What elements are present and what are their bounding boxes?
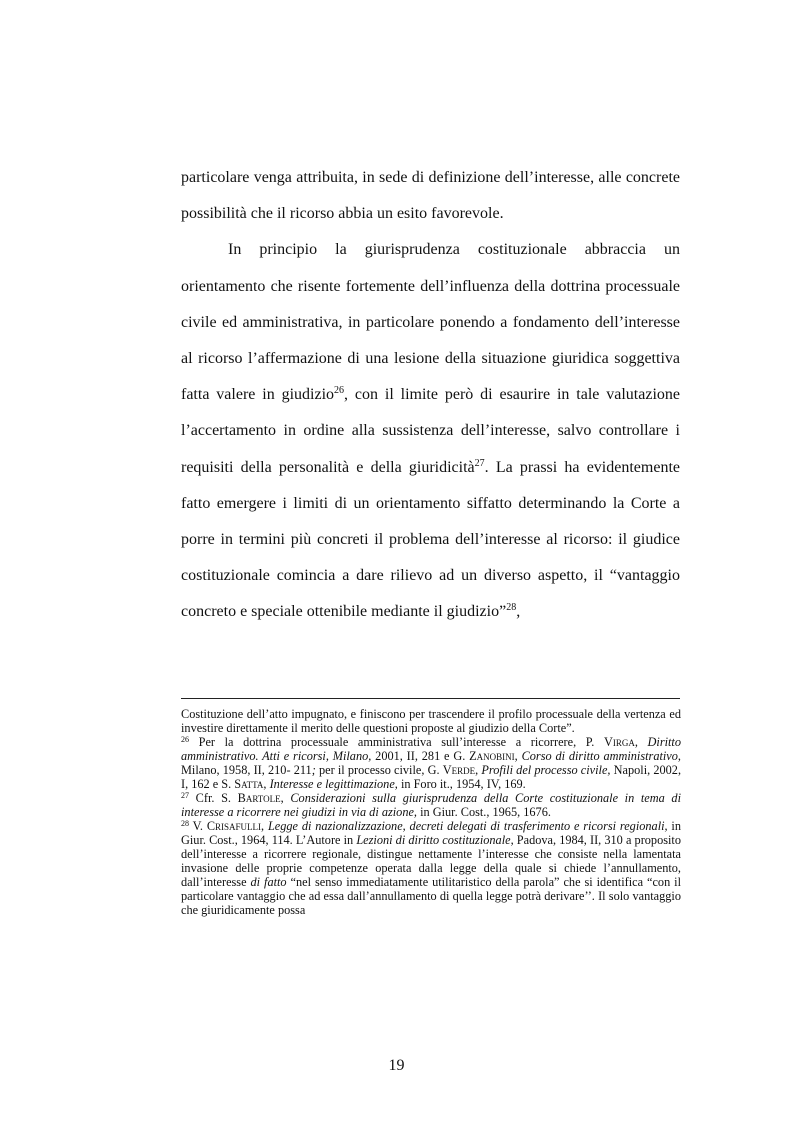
footnotes [181, 707, 681, 917]
work-title: Corso di diritto amministrativo [521, 749, 678, 763]
work-title: Diritto amministrativo. Atti e ricorsi, Milano, [181, 735, 681, 763]
work-title: Interesse e legittimazione, [269, 777, 398, 791]
work-title: Lezioni di diritto costituzionale, [356, 833, 514, 847]
page-number: 19 [388, 1057, 405, 1074]
footnote-27: $^{27}$ Cfr. S. Bartole, Considerazioni sulla giurisprudenza della Corte costituzionale in tema di interesse a ricorrere nei giudizi in via di azione, in Giur. Cost., 1965, 1676. [181, 791, 681, 819]
work-title: Profili del processo civile, [481, 763, 611, 777]
footnote-ref-26[interactable]: 26 [334, 385, 345, 397]
author-name: Virga [603, 735, 635, 749]
footnote-number: 28 [181, 819, 189, 828]
footnote-ref-27[interactable]: 27 [474, 457, 485, 469]
footnote-26: $^{26}$ Per la dottrina processuale amministrativa sull’interesse a ricorrere, P. Virga, Diritto amministrativo. Atti e ricorsi, Milano, 2001, II, 281 e G. Zanobini, Corso di diritto amministrativo, Milano, 1958, II, 210- 211; per il processo civile, G. Verde, Profili del processo civile, Napoli, 2002, I, 162 e S. Satta, Interesse e legittimazione, in Foro it., 1954, IV, 169. [181, 735, 682, 791]
footnote-28: $^{28}$ V. Crisafulli, Legge di nazionalizzazione, decreti delegati di trasferimento e ricorsi regionali, in Giur. Cost., 1964, 114. L’Autore in Lezioni di diritto costituzionale, Padova, 1984, II, 310 a proposito dell’interesse a ricorrere regionale, distingue nettamente l’interesse che consiste nella lamentata invasione delle proprie competenze operata dalla legge della quale si chiede l’annullamento, dall’interesse di fatto “nel senso immediatamente utilitaristico della parola” che si identifica “con il particolare vantaggio che ad essa dall’annullamento di quella legge potrà derivare’’. Il solo vantaggio che giuridicamente possa [181, 819, 682, 917]
author-name: Bartole [237, 791, 281, 805]
work-title: Legge di nazionalizzazione, decreti delegati di trasferimento e ricorsi regionali, [267, 819, 668, 833]
footnote-number: 27 [181, 791, 189, 800]
paragraph-2: In principio la giurisprudenza costituzionale abbraccia un orientamento che risente fortemente dell’influenza della dottrina processuale civile ed amministrativa, in particolare ponendo a fondamento dell’interesse al ricorso l’affermazione di una lesione della situazione giuridica soggettiva fatta valere in giudizio$^{26}$, con il limite però di esaurire in tale valutazione l’accertamento in ordine alla sussistenza dell’interesse, salvo controllare i requisiti della personalità e della giuridicità$^{27}$. La prassi ha evidentemente fatto emergere i limiti di un orientamento siffatto determinando la Corte a porre in termini più concreti il problema dell’interesse al ricorso: il giudice costituzionale comincia a dare rilievo ad un diverso aspetto, il “vantaggio concreto e speciale ottenibile mediante il giudizio”$^{28}$, [181, 241, 680, 621]
footnote-continuation: Costituzione dell’atto impugnato, e finiscono per trascendere il profilo processuale della vertenza ed investire direttamente il merito delle questioni proposte al giudizio della Corte”. [181, 707, 681, 735]
author-name: Satta [234, 777, 264, 791]
paragraph-1: particolare venga attribuita, in sede di definizione dell’interesse, alle concrete possibilità che il ricorso abbia un esito favorevole. [181, 169, 680, 223]
work-title: Considerazioni sulla giurisprudenza della Corte costituzionale in tema di interesse a ricorrere nei giudizi in via di azione, [181, 791, 681, 819]
footnote-separator [181, 698, 680, 699]
footnote-number: 26 [181, 735, 189, 744]
main-text [181, 160, 680, 631]
footnote-ref-28[interactable]: 28 [506, 602, 517, 614]
author-name: Verde [442, 763, 476, 777]
author-name: Zanobini [469, 749, 515, 763]
author-name: Crisafulli [206, 819, 262, 833]
